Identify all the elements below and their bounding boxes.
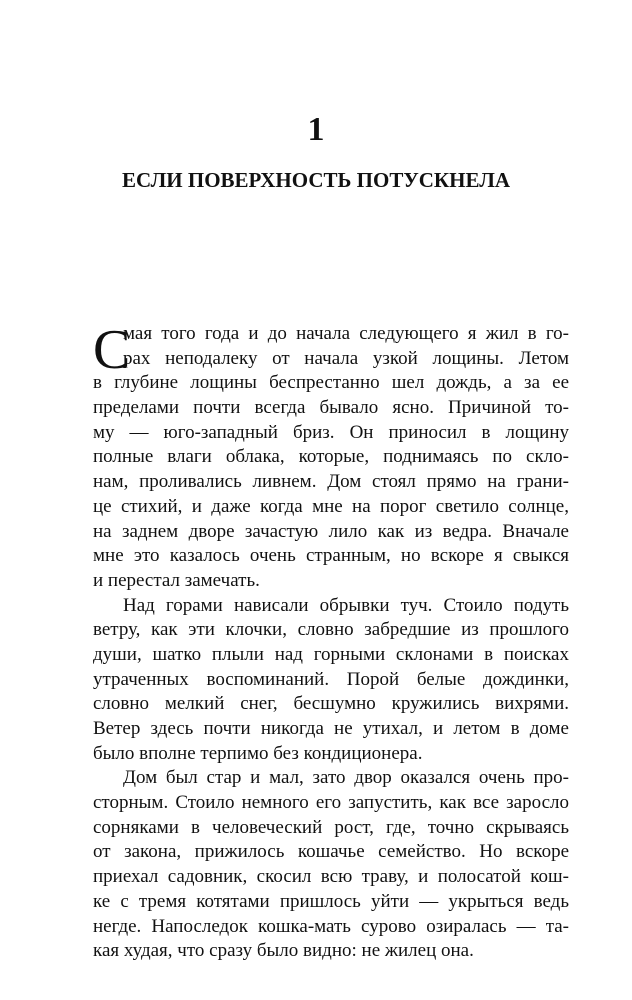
text-line: ке с тремя котятами пришлось уйти — укрыться ведь bbox=[93, 890, 569, 912]
text-line: му — юго-западный бриз. Он приносил в лощину bbox=[93, 421, 569, 443]
paragraph-1 bbox=[93, 319, 569, 594]
paragraph-2 bbox=[93, 594, 569, 767]
text-line: ветру, как эти клочки, словно забредшие из прошлого bbox=[93, 619, 569, 641]
text-line: приехал садовник, скосил всю траву, и полосатой кош- bbox=[93, 866, 569, 888]
text-line: негде. Напоследок кошка-мать сурово озиралась — та- bbox=[93, 915, 569, 937]
text-line: от закона, прижилось кошачье семейство. Но вскоре bbox=[93, 841, 569, 863]
text-line: в глубине лощины беспрестанно шел дождь, а за ее bbox=[93, 372, 569, 394]
text-line: рах неподалеку от начала узкой лощины. Летом bbox=[123, 347, 569, 369]
text-line: было вполне терпимо без кондиционера. bbox=[93, 742, 423, 764]
text-line: Ветер здесь почти никогда не утихал, и летом в доме bbox=[93, 718, 569, 739]
text-line: мая того года и до начала следующего я жил в го- bbox=[123, 323, 569, 344]
text-line: пределами почти всегда бывало ясно. Причиной то- bbox=[93, 397, 569, 419]
drop-cap: С bbox=[93, 319, 131, 381]
text-line: на заднем дворе зачастую лило как из ведра. Вначале bbox=[93, 520, 569, 542]
text-line: нам, проливались ливнем. Дом стоял прямо на грани- bbox=[93, 471, 569, 493]
text-line: Над горами нависали обрывки туч. Стоило подуть bbox=[123, 594, 569, 616]
text-line: словно мелкий снег, бесшумно кружились вихрями. bbox=[93, 693, 569, 715]
text-line: сторным. Стоило немного его запустить, как все заросло bbox=[93, 792, 569, 814]
text-line: полные влаги облака, которые, поднимаясь по скло- bbox=[93, 446, 569, 468]
text-line: души, шатко плыли над горными склонами в поисках bbox=[93, 643, 569, 665]
text-line: Дом был стар и мал, зато двор оказался очень про- bbox=[123, 767, 569, 789]
chapter-number: 1 bbox=[307, 111, 325, 148]
text-line: утраченных воспоминаний. Порой белые дождинки, bbox=[93, 668, 569, 690]
text-line: мне это казалось очень странным, но вскоре я свыкся bbox=[93, 545, 569, 567]
paragraph-3 bbox=[93, 766, 569, 964]
text-line: и перестал замечать. bbox=[93, 569, 260, 591]
text-line: кая худая, что сразу было видно: не жилец она. bbox=[93, 940, 474, 962]
text-line: це стихий, и даже когда мне на порог светило солнце, bbox=[93, 495, 569, 517]
chapter-body bbox=[93, 319, 569, 964]
chapter-title: ЕСЛИ ПОВЕРХНОСТЬ ПОТУСКНЕЛА bbox=[121, 168, 511, 192]
text-line: сорняками в человеческий рост, где, точно скрываясь bbox=[93, 816, 569, 838]
